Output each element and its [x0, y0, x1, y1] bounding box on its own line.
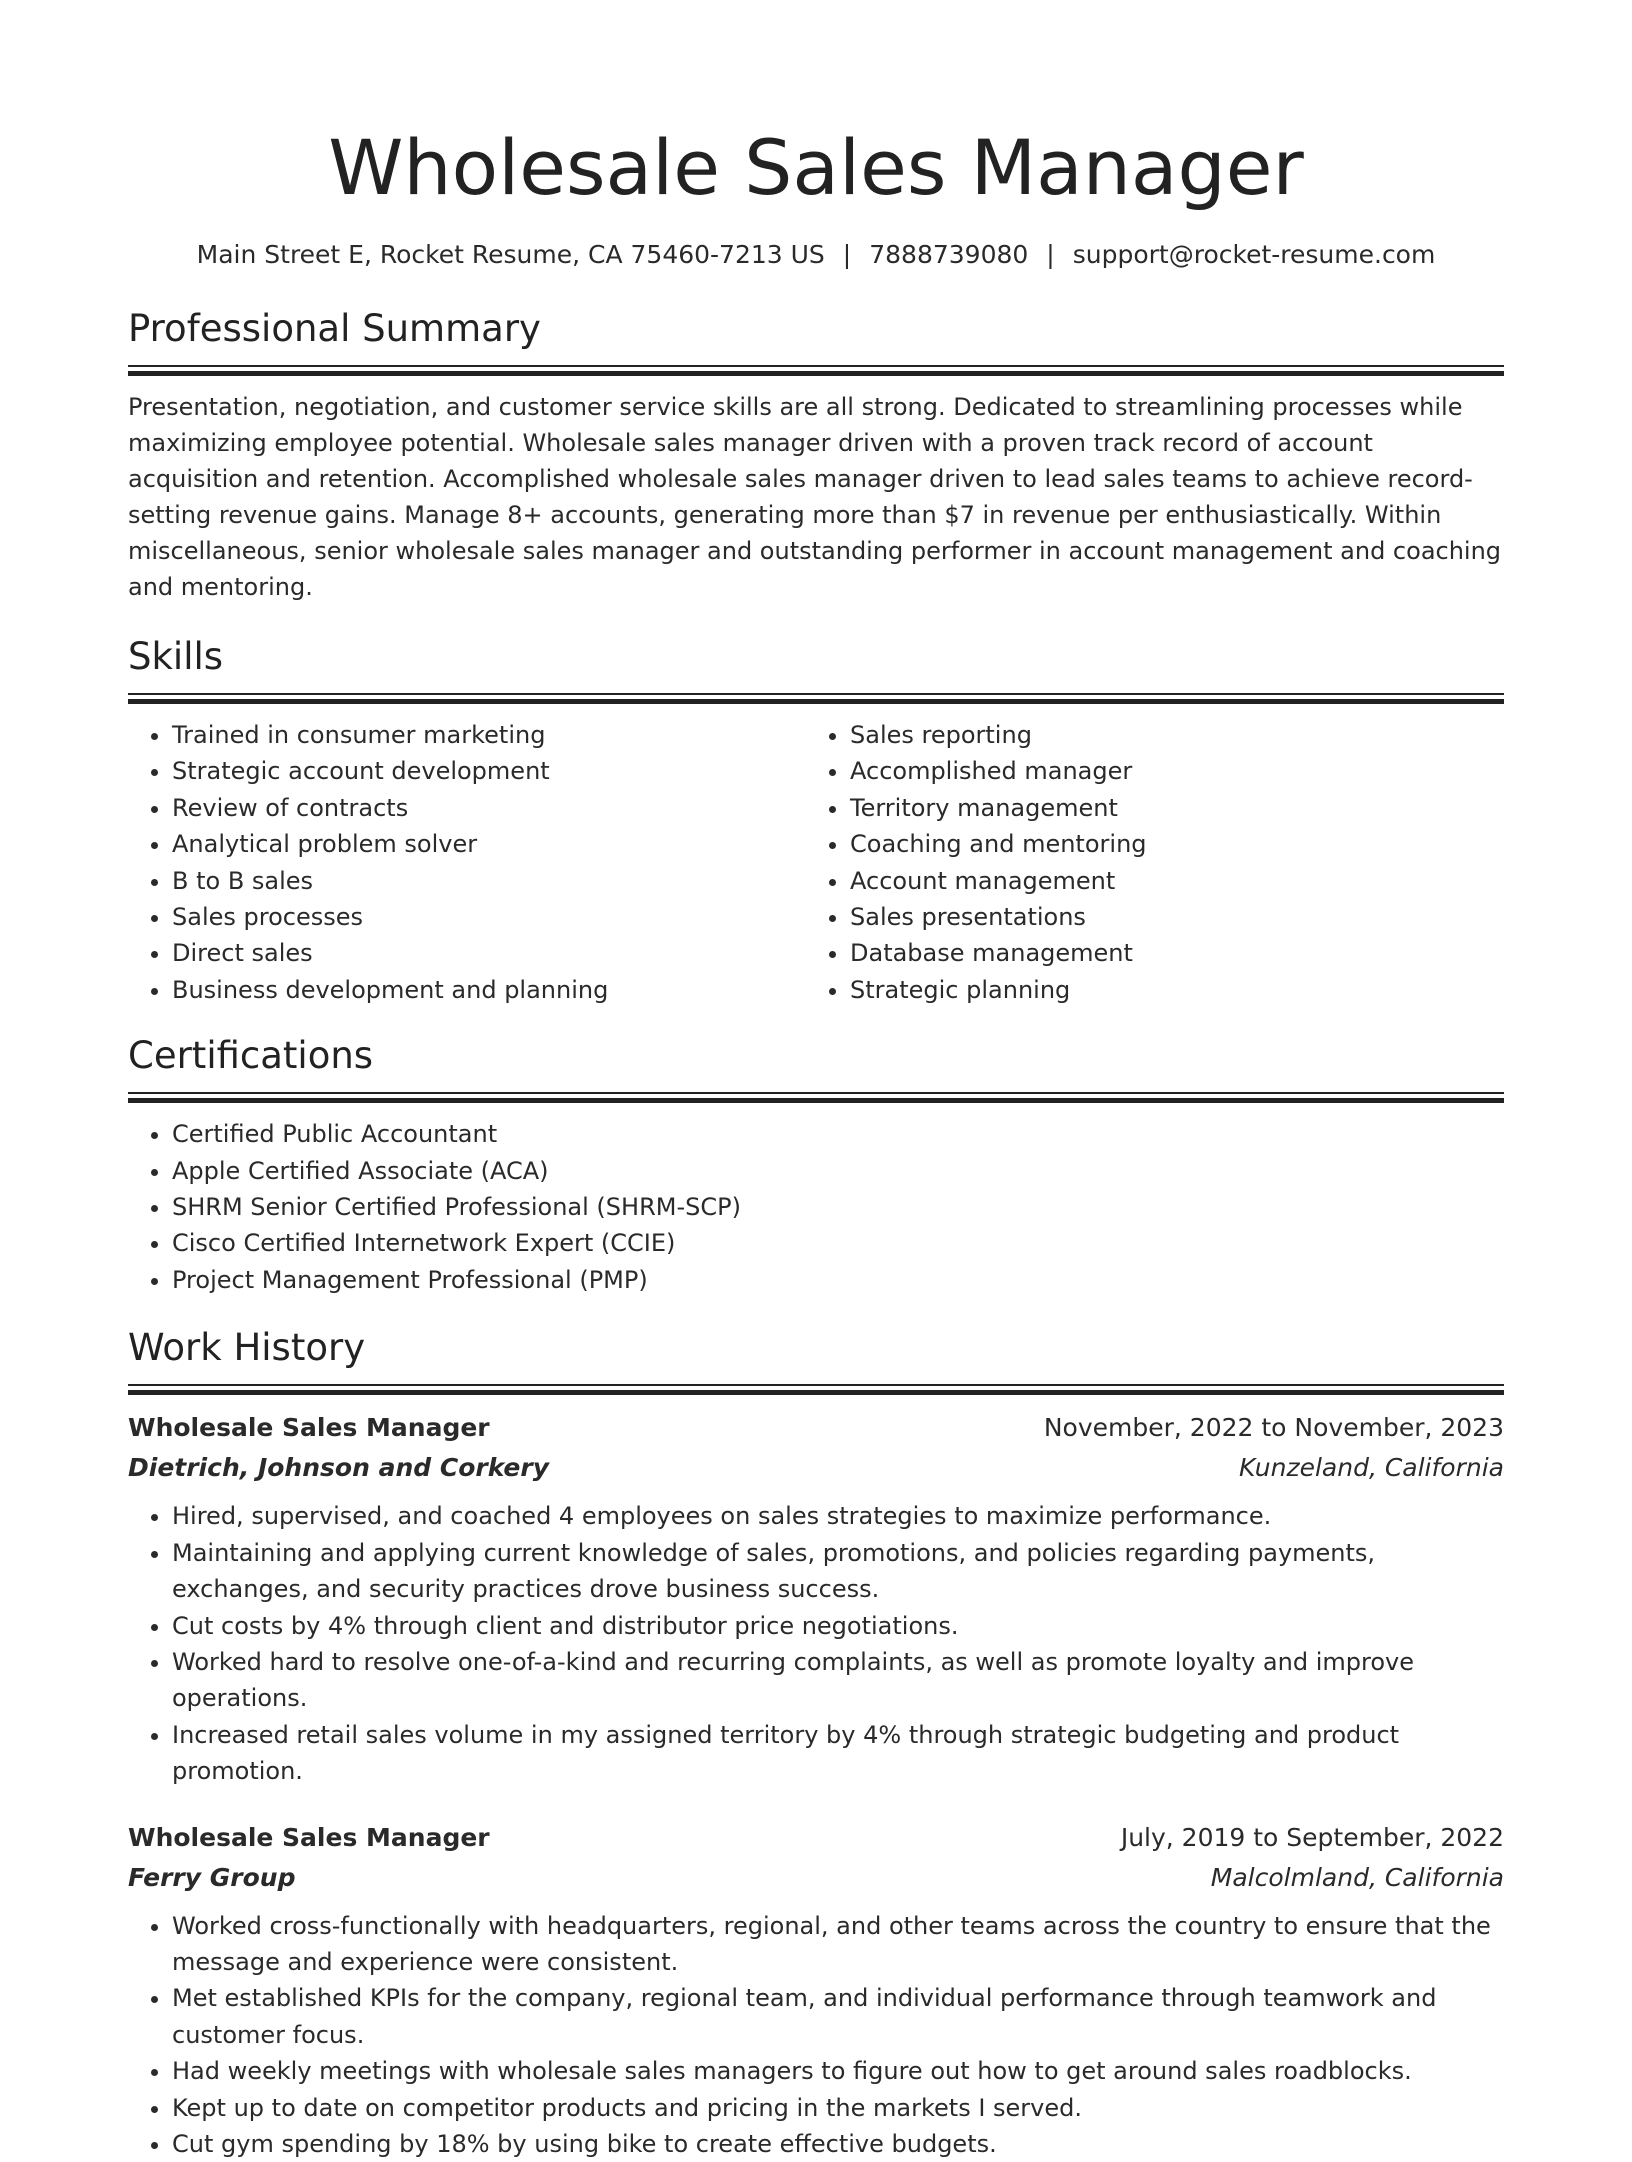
certifications-list	[128, 1116, 1504, 1298]
job-bullet: • Cut costs by 4% through client and distributor price negotiations.	[172, 1608, 1504, 1644]
section-title-summary: Professional Summary	[128, 307, 541, 350]
job-subheader	[128, 1858, 1504, 1898]
job-bullet: • Worked hard to resolve one-of-a-kind and recurring complaints, as well as promote loyalty and improve operations.	[172, 1644, 1504, 1717]
contact-separator: |	[1046, 240, 1055, 269]
job-subheader	[128, 1448, 1504, 1488]
section-divider	[128, 1384, 1504, 1394]
section-divider	[128, 693, 1504, 703]
job-bullet: • Hired, supervised, and coached 4 employees on sales strategies to maximize performance.	[172, 1498, 1504, 1534]
section-divider	[128, 1092, 1504, 1102]
skill-item: • Direct sales	[172, 935, 806, 971]
skill-item: • Business development and planning	[172, 972, 806, 1008]
job-entry	[128, 1408, 1504, 1789]
contact-separator: |	[842, 240, 852, 269]
certification-item: • Cisco Certified Internetwork Expert (CCIE)	[172, 1225, 1504, 1261]
job-bullet: • Had weekly meetings with wholesale sales managers to figure out how to get around sales roadblocks.	[172, 2053, 1504, 2089]
skill-item: • Strategic account development	[172, 753, 806, 789]
contact-email: support@rocket-resume.com	[1072, 240, 1436, 269]
contact-line	[128, 238, 1504, 272]
job-dates: July, 2019 to September, 2022	[1120, 1822, 1504, 1852]
job-bullet: • Cut gym spending by 18% by using bike to create effective budgets.	[172, 2126, 1504, 2162]
certification-item: • SHRM Senior Certified Professional (SHRM-SCP)	[172, 1189, 1504, 1225]
resume-name: Wholesale Sales Manager	[328, 123, 1304, 212]
job-bullet: • Increased retail sales volume in my assigned territory by 4% through strategic budgeting and product promotion.	[172, 1717, 1504, 1790]
job-company: Ferry Group	[128, 1862, 296, 1892]
summary-section	[128, 305, 1504, 605]
job-title: Wholesale Sales Manager	[128, 1413, 490, 1443]
skill-item: • Sales reporting	[850, 717, 1484, 753]
job-company: Dietrich, Johnson and Corkery	[128, 1453, 550, 1483]
job-entry	[128, 1818, 1504, 2162]
skill-item: • Accomplished manager	[850, 753, 1484, 789]
job-bullet: • Worked cross-functionally with headquarters, regional, and other teams across the country to ensure that the message and experience were consistent.	[172, 1908, 1504, 1981]
job-bullet: • Met established KPIs for the company, regional team, and individual performance through teamwork and customer focus.	[172, 1980, 1504, 2053]
skills-column-left	[128, 717, 806, 1008]
skill-item: • Account management	[850, 863, 1484, 899]
resume-page	[128, 0, 1504, 2162]
section-title-work-history: Work History	[128, 1326, 366, 1370]
section-divider	[128, 365, 1504, 375]
job-dates: November, 2022 to November, 2023	[1043, 1413, 1504, 1443]
skill-item: • Territory management	[850, 790, 1484, 826]
contact-address: Main Street E, Rocket Resume, CA 75460-7213 US	[196, 240, 825, 269]
skill-item: • Coaching and mentoring	[850, 826, 1484, 862]
skills-section	[128, 633, 1504, 1008]
job-bullets	[128, 1908, 1504, 2162]
job-title: Wholesale Sales Manager	[128, 1822, 490, 1852]
skill-item: • Trained in consumer marketing	[172, 717, 806, 753]
job-bullet: • Kept up to date on competitor products and pricing in the markets I served.	[172, 2090, 1504, 2126]
skills-columns	[128, 717, 1504, 1008]
skill-item: • B to B sales	[172, 863, 806, 899]
skill-item: • Analytical problem solver	[172, 826, 806, 862]
job-bullets	[128, 1498, 1504, 1789]
skill-item: • Strategic planning	[850, 972, 1484, 1008]
skill-item: • Review of contracts	[172, 790, 806, 826]
contact-phone: 7888739080	[869, 240, 1029, 269]
certification-item: • Certified Public Accountant	[172, 1116, 1504, 1152]
section-title-certifications: Certifications	[128, 1034, 374, 1078]
skills-column-right	[806, 717, 1484, 1008]
section-title-skills: Skills	[128, 635, 224, 678]
job-header	[128, 1818, 1504, 1858]
certification-item: • Project Management Professional (PMP)	[172, 1262, 1504, 1298]
certification-item: • Apple Certified Associate (ACA)	[172, 1153, 1504, 1189]
job-location: Kunzeland, California	[1239, 1453, 1504, 1483]
skill-item: • Sales processes	[172, 899, 806, 935]
skill-item: • Sales presentations	[850, 899, 1484, 935]
job-bullet: • Maintaining and applying current knowledge of sales, promotions, and policies regarding payments, exchanges, and security practices drove business success.	[172, 1535, 1504, 1608]
certifications-section	[128, 1032, 1504, 1298]
work-history-section	[128, 1324, 1504, 2162]
skill-item: • Database management	[850, 935, 1484, 971]
summary-text: Presentation, negotiation, and customer service skills are all strong. Dedicated to streamlining processes while maximizing employee potential. Wholesale sales manager driven with a proven track record of account acquisition and retention. Accomplished wholesale sales manager driven to lead sales teams to achieve record-setting revenue gains. Manage 8+ accounts, generating more than $7 in revenue per enthusiastically. Within miscellaneous, senior wholesale sales manager and outstanding performer in account management and coaching and mentoring.	[128, 393, 1502, 601]
job-location: Malcolmland, California	[1210, 1862, 1504, 1892]
job-header	[128, 1408, 1504, 1448]
